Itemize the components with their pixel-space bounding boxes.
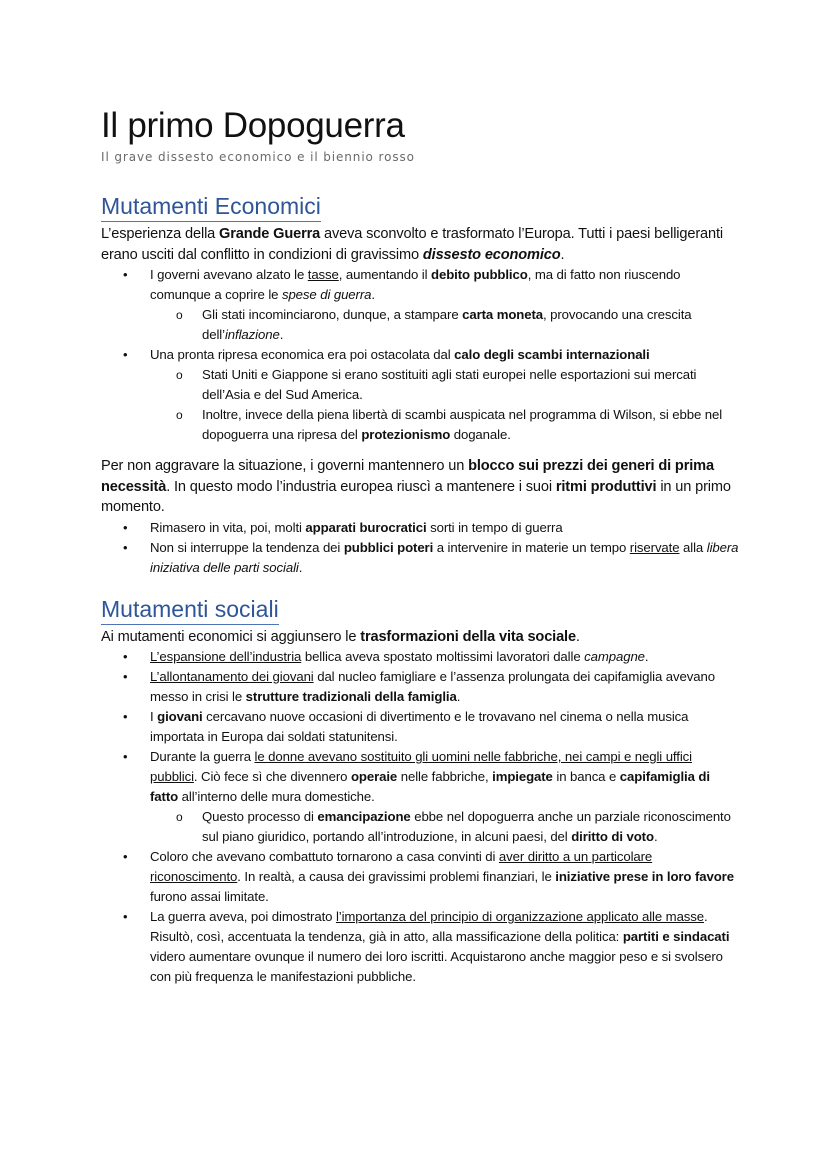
list-item [101,538,741,578]
paragraph [101,224,741,265]
text-run-i: spese di guerra [281,287,372,302]
text-run: . [279,327,284,342]
text-run: doganale. [450,427,511,442]
text-run: Non si interruppe la tendenza dei [150,539,344,555]
text-run-b-i: dissesto economico [422,246,561,263]
text-run: . [644,649,649,664]
sub-bullet-list [150,365,741,445]
bullet-icon: • [123,649,128,664]
text-run: Per non aggravare la situazione, i governi mantennero un [101,458,469,474]
document-body [101,166,741,987]
bullet-icon: • [123,709,128,724]
bullet-icon: • [123,749,128,764]
sub-list-item [101,807,741,847]
text-run-b: pubblici poteri [343,539,434,555]
bullet-icon: • [123,909,128,924]
section-heading: Mutamenti Economici [101,192,321,222]
text-run-u: riservate [629,539,680,555]
text-run: Inoltre, invece della piena libertà di scambi auspicata nel programma di Wilson, si ebbe nel dopoguerra una ripresa del [202,407,723,442]
bullet-list [101,518,741,578]
hollow-bullet-icon: o [176,810,183,824]
list-item [101,707,741,747]
text-run-b: iniziative prese in loro favore [555,869,734,884]
text-run-b: blocco sui prezzi dei generi di prima necessità [101,458,714,495]
text-run: in banca e [552,769,620,784]
sub-bullet-list [150,305,741,345]
bullet-icon: • [123,519,128,535]
text-run: dal nucleo famigliare e l’assenza prolungata dei capifamiglia avevano messo in crisi le [150,669,715,704]
text-run: Questo processo di [202,809,318,824]
text-run-u: le donne avevano sostituito gli uomini nelle fabbriche, nei campi e negli uffici pubblici [150,749,692,784]
sub-bullet-list [150,807,741,847]
sub-list-item [101,365,741,405]
text-run: aveva sconvolto e trasformato l’Europa. Tutti i paesi belligeranti erano usciti dal conflitto in condizioni di gravissimo [101,226,723,263]
text-run: videro aumentare ovunque il numero dei loro iscritti. Acquistarono anche maggior peso e si svolsero con più frequenza le manifestazioni pubbliche. [150,949,723,984]
text-run: a intervenire in materie un tempo [433,539,630,555]
text-run: . [560,246,565,263]
text-run-b: operaie [350,769,398,784]
text-run: La guerra aveva, poi dimostrato [150,909,336,924]
text-run: in un primo momento. [101,478,731,515]
list-item [101,265,741,345]
text-run: , provocando una crescita dell’ [202,307,692,342]
section-mutamenti-economici [101,166,741,578]
bullet-icon: • [123,347,128,362]
text-run-b: Grande Guerra [219,226,321,242]
section-heading: Mutamenti sociali [101,595,279,625]
hollow-bullet-icon: o [176,308,183,322]
paragraph [101,627,741,648]
document-subtitle: Il grave dissesto economico e il biennio rosso [101,150,415,164]
text-run: I [150,709,158,724]
text-run: I governi avevano alzato le [150,267,308,282]
text-run: Una pronta ripresa economica era poi ostacolata dal [150,347,455,362]
text-run-b: protezionismo [361,427,451,442]
text-run: all’interno delle mura domestiche. [178,789,375,804]
bullet-icon: • [123,849,128,864]
text-run: Rimasero in vita, poi, molti [150,519,306,535]
bullet-list [101,265,741,445]
list-item [101,667,741,707]
text-run-b: calo degli scambi internazionali [454,347,650,362]
text-run: . [653,829,658,844]
text-run: sorti in tempo di guerra [426,519,563,535]
document-page [101,104,741,987]
text-run-b: strutture tradizionali della famiglia [245,689,457,704]
list-item [101,518,741,538]
text-run-u: tasse [307,267,339,282]
list-item [101,345,741,445]
document-title: Il primo Dopoguerra [101,106,405,145]
text-run-u: L’espansione dell’industria [150,649,302,664]
hollow-bullet-icon: o [176,368,183,382]
text-run-u: l’importanza del principio di organizzazione applicato alle masse [335,909,705,924]
text-run: cercavano nuove occasioni di divertimento e le trovavano nel cinema o nella musica importata in Europa dai soldati statunitensi. [150,709,689,744]
paragraph [101,456,741,518]
text-run: . Risultò, così, accentuata la tendenza, già in atto, alla massificazione della politica: [150,909,708,944]
text-run: . [456,689,461,704]
text-run: Durante la guerra [150,749,255,764]
text-run: . In questo modo l’industria europea riuscì a mantenere i suoi [166,478,556,495]
text-run-b: debito pubblico [431,267,528,282]
text-run: L’esperienza della [101,226,220,242]
text-run: . [298,559,303,575]
sub-list-item [101,305,741,345]
text-run: , aumentando il [338,267,432,282]
text-run-b: emancipazione [317,809,411,824]
text-run: ebbe nel dopoguerra anche un parziale riconoscimento sul piano giuridico, portando all’introduzione, in alcuni paesi, del [202,809,731,844]
list-item [101,907,741,987]
text-run-b: capifamiglia di fatto [150,769,710,804]
text-run: . [371,287,375,302]
text-run-i: campagne [584,649,645,664]
text-run: furono assai limitate. [150,889,269,904]
text-run-b: apparati burocratici [305,519,427,535]
text-run-b: carta moneta [462,307,544,322]
section-mutamenti-sociali [101,578,741,988]
text-run-u: aver diritto a un particolare riconoscimento [150,849,653,884]
bullet-list [101,647,741,987]
text-run-b: impiegate [492,769,553,784]
text-run-b: partiti e sindacati [622,929,730,944]
list-item [101,847,741,907]
bullet-icon: • [123,539,128,555]
text-run-b: giovani [157,709,203,724]
list-item [101,647,741,667]
text-run: Ai mutamenti economici si aggiunsero le [101,628,361,645]
sub-list-item [101,405,741,445]
hollow-bullet-icon: o [176,408,183,422]
text-run: bellica aveva spostato moltissimi lavoratori dalle [301,649,585,664]
text-run-b: trasformazioni della vita sociale [360,628,576,645]
text-run: nelle fabbriche, [397,769,493,784]
text-run: , ma di fatto non riuscendo comunque a coprire le [150,267,681,302]
bullet-icon: • [123,669,128,684]
text-run-b: ritmi produttivi [555,478,657,495]
bullet-icon: • [123,267,128,282]
text-run: . In realtà, a causa dei gravissimi problemi finanziari, le [237,869,556,884]
text-run-b: diritto di voto [571,829,654,844]
text-run-i: inflazione [224,327,280,342]
text-run-u: L’allontanamento dei giovani [150,669,314,684]
text-run: . Ciò fece sì che divennero [193,769,351,784]
text-run: . [575,628,580,645]
list-item [101,747,741,847]
text-run-i: libera iniziativa delle parti sociali [150,539,739,575]
text-run: Coloro che avevano combattuto tornarono a casa convinti di [150,849,499,864]
text-run: alla [679,539,707,555]
text-run: Gli stati incominciarono, dunque, a stampare [202,307,463,322]
text-run: Stati Uniti e Giappone si erano sostituiti agli stati europei nelle esportazioni sui mercati dell’Asia e del Sud America. [202,367,697,402]
